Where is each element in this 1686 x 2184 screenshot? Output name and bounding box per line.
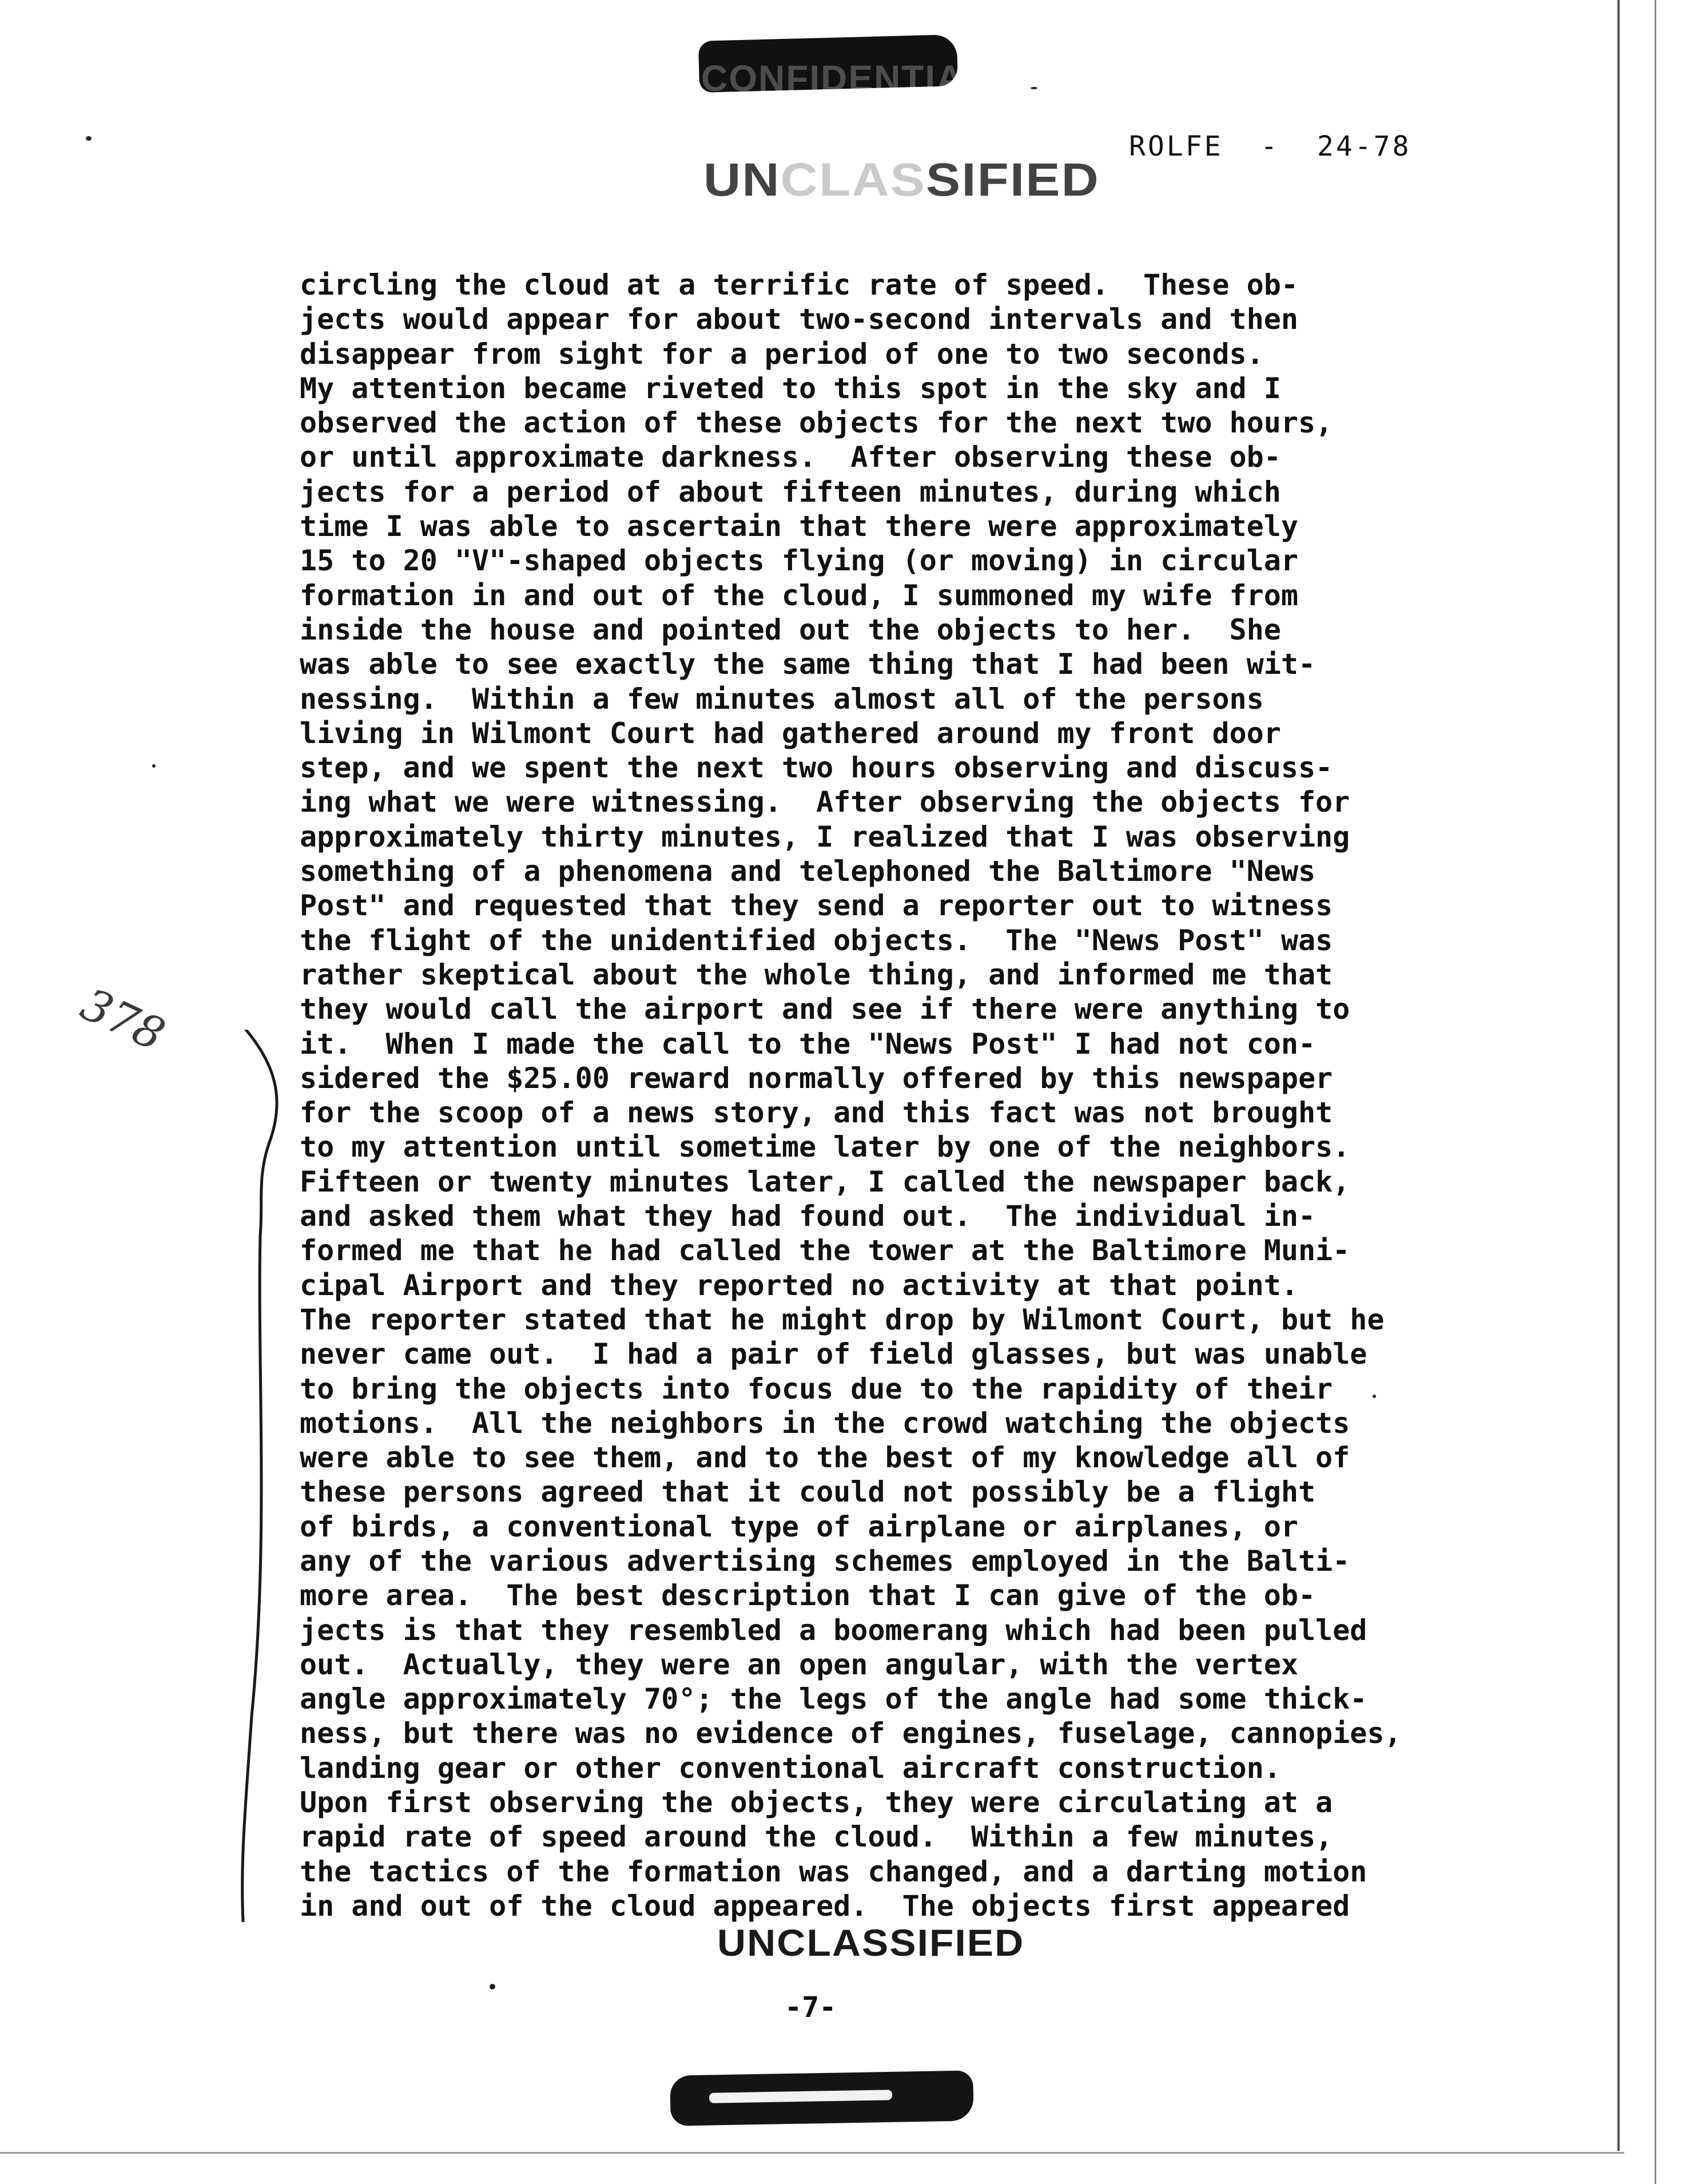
body-line: rather skeptical about the whole thing, and informed me that: [300, 958, 1333, 991]
body-line: never came out. I had a pair of field glasses, but was unable: [300, 1337, 1367, 1371]
body-line: any of the various advertising schemes employed in the Balti-: [300, 1544, 1350, 1578]
redacted-marking-text: CONFIDENTIAL: [701, 58, 988, 99]
body-line: in and out of the cloud appeared. The objects first appeared: [300, 1889, 1350, 1923]
body-line: they would call the airport and see if there were anything to: [300, 992, 1350, 1026]
scan-edge-outer: [1655, 0, 1656, 2184]
body-line: was able to see exactly the same thing that I had been wit-: [300, 648, 1316, 681]
body-line: Post" and requested that they send a reporter out to witness: [300, 889, 1333, 923]
scan-speck: [152, 764, 156, 768]
body-line: rapid rate of speed around the cloud. Within a few minutes,: [300, 1820, 1333, 1854]
scan-edge-right: [1617, 0, 1620, 2151]
body-line: time I was able to ascertain that there were approximately: [300, 510, 1298, 543]
body-line: of birds, a conventional type of airplane or airplanes, or: [300, 1510, 1298, 1543]
body-line: My attention became riveted to this spot in the sky and I: [300, 371, 1281, 405]
classification-stamp-bottom: UNCLASSIFIED: [717, 1921, 1025, 1964]
body-line: cipal Airport and they reported no activity at that point.: [300, 1268, 1298, 1302]
body-line: jects for a period of about fifteen minutes, during which: [300, 475, 1281, 509]
body-line: to bring the objects into focus due to the rapidity of their: [300, 1372, 1333, 1405]
body-line: Fifteen or twenty minutes later, I called the newspaper back,: [300, 1165, 1350, 1198]
margin-handwritten-number: 378: [73, 978, 172, 1062]
body-line: landing gear or other conventional aircraft construction.: [300, 1751, 1281, 1785]
body-line: to my attention until sometime later by one of the neighbors.: [300, 1130, 1350, 1164]
body-line: observed the action of these objects for the next two hours,: [300, 406, 1333, 440]
body-line: The reporter stated that he might drop by Wilmont Court, but he: [300, 1303, 1385, 1336]
body-line: out. Actually, they were an open angular, with the vertex: [300, 1647, 1298, 1681]
scan-speck: [86, 136, 92, 141]
scan-edge-bottom: [0, 2152, 1624, 2154]
body-line: inside the house and pointed out the objects to her. She: [300, 613, 1281, 646]
classification-faded: CLAS: [780, 154, 926, 206]
classification-stamp-top: [703, 153, 1100, 207]
scan-speck: [1031, 87, 1037, 89]
scan-speck: [1373, 1395, 1376, 1398]
body-line: for the scoop of a news story, and this fact was not brought: [300, 1096, 1333, 1130]
classification-prefix: UN: [703, 154, 781, 206]
body-line: ing what we were witnessing. After observing the objects for: [300, 785, 1350, 819]
body-line: angle approximately 70°; the legs of the angle had some thick-: [300, 1682, 1367, 1716]
body-text: [300, 268, 1444, 1923]
body-line: 15 to 20 "V"-shaped objects flying (or moving) in circular: [300, 544, 1298, 578]
body-line: circling the cloud at a terrific rate of speed. These ob-: [300, 268, 1298, 301]
body-line: or until approximate darkness. After observing these ob-: [300, 440, 1281, 474]
body-line: Upon first observing the objects, they were circulating at a: [300, 1786, 1333, 1820]
body-line: motions. All the neighbors in the crowd watching the objects: [300, 1406, 1350, 1440]
body-line: step, and we spent the next two hours observing and discuss-: [300, 751, 1333, 785]
body-line: disappear from sight for a period of one to two seconds.: [300, 337, 1264, 371]
body-line: jects is that they resembled a boomerang which had been pulled: [300, 1613, 1367, 1647]
body-line: formed me that he had called the tower at the Baltimore Muni-: [300, 1234, 1350, 1268]
body-line: it. When I made the call to the "News Post" I had not con-: [300, 1027, 1316, 1061]
body-line: formation in and out of the cloud, I summoned my wife from: [300, 578, 1298, 612]
scan-speck: [490, 1984, 495, 1990]
margin-brace-mark: [229, 1030, 297, 1922]
body-line: jects would appear for about two-second intervals and then: [300, 303, 1298, 336]
body-line: something of a phenomena and telephoned the Baltimore "News: [300, 855, 1316, 888]
body-line: the flight of the unidentified objects. The "News Post" was: [300, 923, 1333, 957]
body-line: the tactics of the formation was changed, and a darting motion: [300, 1855, 1367, 1888]
body-line: ness, but there was no evidence of engines, fuselage, cannopies,: [300, 1717, 1402, 1750]
body-line: sidered the $25.00 reward normally offered by this newspaper: [300, 1061, 1333, 1095]
page-number: -7-: [785, 1991, 837, 2024]
classification-suffix: SIFIED: [926, 154, 1100, 206]
body-line: approximately thirty minutes, I realized that I was observing: [300, 820, 1350, 853]
body-line: more area. The best description that I can give of the ob-: [300, 1579, 1316, 1613]
body-line: were able to see them, and to the best of my knowledge all of: [300, 1441, 1350, 1475]
body-line: nessing. Within a few minutes almost all of the persons: [300, 682, 1264, 716]
document-reference: ROLFE - 24-78: [1129, 130, 1411, 162]
body-line: and asked them what they had found out. The individual in-: [300, 1200, 1316, 1233]
body-line: these persons agreed that it could not possibly be a flight: [300, 1475, 1316, 1509]
body-line: living in Wilmont Court had gathered around my front door: [300, 716, 1281, 750]
